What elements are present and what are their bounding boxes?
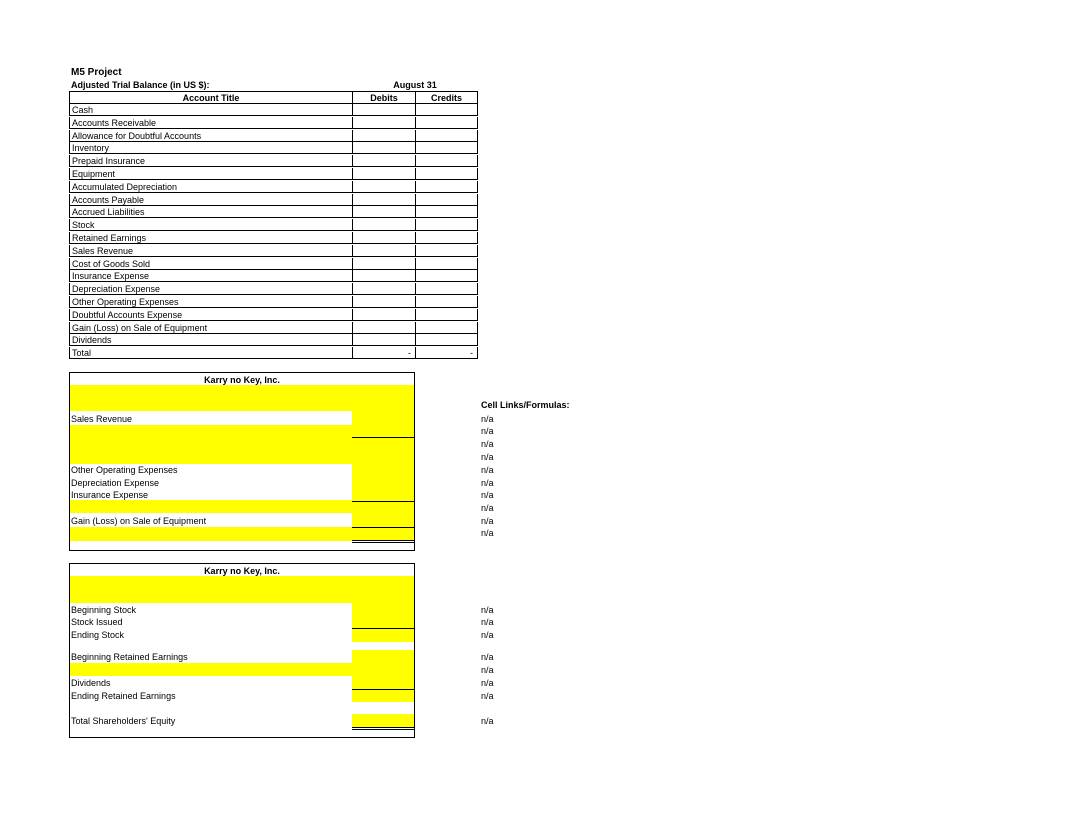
account-title-cell[interactable]: Depreciation Expense: [69, 283, 352, 295]
is-depreciation-label: Depreciation Expense: [71, 478, 160, 488]
project-title: M5 Project: [71, 67, 122, 78]
debit-cell[interactable]: [352, 258, 415, 270]
double-underline-bottom: [352, 542, 414, 543]
credit-cell[interactable]: [415, 334, 478, 346]
dividends-label: Dividends: [71, 678, 111, 688]
underline: [352, 628, 414, 629]
debit-cell[interactable]: [352, 334, 415, 346]
cell-link-value: n/a: [481, 528, 494, 538]
trial-balance-row: [69, 194, 478, 206]
debit-cell[interactable]: [352, 206, 415, 218]
account-title-cell[interactable]: Accounts Payable: [69, 194, 352, 206]
credit-cell[interactable]: [415, 142, 478, 154]
cell-link-value: n/a: [481, 490, 494, 500]
cell-link-value: n/a: [481, 665, 494, 675]
cell-link-value: n/a: [481, 630, 494, 640]
trial-balance-row: [69, 309, 478, 321]
credit-cell[interactable]: [415, 322, 478, 334]
account-title-cell[interactable]: Insurance Expense: [69, 270, 352, 282]
credit-cell[interactable]: [415, 104, 478, 116]
cell-link-value: n/a: [481, 605, 494, 615]
column-header-credits: Credits: [415, 91, 478, 104]
account-title-cell[interactable]: Other Operating Expenses: [69, 296, 352, 308]
credit-cell[interactable]: [415, 309, 478, 321]
credit-cell[interactable]: [415, 219, 478, 231]
trial-balance-row: [69, 232, 478, 244]
credit-cell[interactable]: [415, 245, 478, 257]
total-equity-label: Total Shareholders' Equity: [71, 716, 176, 726]
trial-balance-row: [69, 258, 478, 270]
column-header-account-title: Account Title: [69, 91, 352, 104]
beginning-stock-label: Beginning Stock: [71, 605, 137, 615]
credit-cell[interactable]: [415, 283, 478, 295]
debit-cell[interactable]: [352, 181, 415, 193]
account-title-cell[interactable]: Gain (Loss) on Sale of Equipment: [69, 322, 352, 334]
cell-link-value: n/a: [481, 478, 494, 488]
account-title-cell[interactable]: Doubtful Accounts Expense: [69, 309, 352, 321]
credit-cell[interactable]: [415, 206, 478, 218]
trial-balance-header-row: [69, 91, 478, 103]
debit-cell[interactable]: [352, 322, 415, 334]
trial-balance-row: [69, 334, 478, 346]
cell-links-heading: Cell Links/Formulas:: [481, 400, 570, 410]
expense-amount-cell[interactable]: [352, 464, 414, 514]
credit-cell[interactable]: [415, 181, 478, 193]
column-header-debits: Debits: [352, 91, 415, 104]
debit-cell[interactable]: [352, 155, 415, 167]
trial-balance-row: [69, 117, 478, 129]
ending-retained-earnings-label: Ending Retained Earnings: [71, 691, 176, 701]
cell-link-value: n/a: [481, 439, 494, 449]
retained-earnings-amount-cells[interactable]: [352, 650, 414, 702]
revenue-amount-cell[interactable]: [352, 411, 414, 465]
account-title-cell[interactable]: Cost of Goods Sold: [69, 258, 352, 270]
credit-cell[interactable]: [415, 117, 478, 129]
cell-link-value: n/a: [481, 652, 494, 662]
total-equity-amount-cell[interactable]: [352, 714, 414, 728]
is-other-operating-label: Other Operating Expenses: [71, 465, 178, 475]
credit-cell[interactable]: [415, 258, 478, 270]
credit-cell[interactable]: [415, 194, 478, 206]
operating-income-label-cell[interactable]: [70, 500, 352, 513]
cell-link-value: n/a: [481, 414, 494, 424]
cell-link-value: n/a: [481, 617, 494, 627]
cell-link-value: n/a: [481, 678, 494, 688]
equity-statement-company: Karry no Key, Inc.: [204, 566, 280, 576]
account-title-cell[interactable]: Stock: [69, 219, 352, 231]
account-title-cell[interactable]: Allowance for Doubtful Accounts: [69, 130, 352, 142]
trial-balance-row: [69, 155, 478, 167]
cell-link-value: n/a: [481, 503, 494, 513]
trial-balance-row: [69, 168, 478, 180]
debit-cell[interactable]: [352, 168, 415, 180]
account-title-cell[interactable]: Retained Earnings: [69, 232, 352, 244]
is-insurance-label: Insurance Expense: [71, 490, 149, 500]
cell-link-value: n/a: [481, 716, 494, 726]
trial-balance-row: [69, 322, 478, 334]
trial-balance-row: [69, 296, 478, 308]
beginning-retained-earnings-label: Beginning Retained Earnings: [71, 652, 188, 662]
cell-link-value: n/a: [481, 465, 494, 475]
debit-cell[interactable]: [352, 232, 415, 244]
credit-cell[interactable]: [415, 296, 478, 308]
debit-cell[interactable]: [352, 142, 415, 154]
trial-balance-row: [69, 104, 478, 116]
net-income-label-cell-equity[interactable]: [70, 663, 352, 676]
debit-cell[interactable]: [352, 194, 415, 206]
is-gain-loss-label: Gain (Loss) on Sale of Equipment: [71, 516, 207, 526]
debit-cell[interactable]: [352, 309, 415, 321]
credit-cell[interactable]: [415, 270, 478, 282]
cell-link-value: n/a: [481, 426, 494, 436]
cell-link-value: n/a: [481, 516, 494, 526]
total-debits[interactable]: -: [352, 347, 415, 359]
credit-cell[interactable]: [415, 232, 478, 244]
debit-cell[interactable]: [352, 117, 415, 129]
trial-balance-row: [69, 245, 478, 257]
trial-balance-row: [69, 270, 478, 282]
equity-statement-heading-cell[interactable]: [70, 576, 414, 603]
double-underline-bottom: [352, 729, 414, 730]
total-label: Total: [69, 347, 352, 359]
credit-cell[interactable]: [415, 130, 478, 142]
debit-cell[interactable]: [352, 130, 415, 142]
account-title-cell[interactable]: Prepaid Insurance: [69, 155, 352, 167]
account-title-cell[interactable]: Dividends: [69, 334, 352, 346]
account-title-cell[interactable]: Cash: [69, 104, 352, 116]
debit-cell[interactable]: [352, 283, 415, 295]
date-header: August 31: [393, 80, 437, 90]
debit-cell[interactable]: [352, 270, 415, 282]
credit-cell[interactable]: [415, 168, 478, 180]
gross-profit-label-cell[interactable]: [70, 425, 352, 464]
trial-balance-total-row: [69, 347, 478, 359]
ending-stock-label: Ending Stock: [71, 630, 125, 640]
underline: [352, 689, 414, 690]
credit-cell[interactable]: [415, 155, 478, 167]
double-underline-top: [352, 540, 414, 541]
stock-amount-cells[interactable]: [352, 603, 414, 642]
is-sales-revenue-label: Sales Revenue: [71, 414, 133, 424]
stock-issued-label: Stock Issued: [71, 617, 123, 627]
debit-cell[interactable]: [352, 104, 415, 116]
income-statement-heading-cell[interactable]: [70, 385, 414, 411]
underline: [352, 437, 414, 438]
trial-balance-row: [69, 283, 478, 295]
income-statement-company: Karry no Key, Inc.: [204, 375, 280, 385]
cell-link-value: n/a: [481, 452, 494, 462]
net-income-label-cell[interactable]: [70, 527, 352, 541]
underline: [352, 527, 414, 528]
trial-balance-row: [69, 206, 478, 218]
account-title-cell[interactable]: Accounts Receivable: [69, 117, 352, 129]
trial-balance-subtitle: Adjusted Trial Balance (in US $):: [71, 80, 210, 90]
trial-balance-row: [69, 142, 478, 154]
debit-cell[interactable]: [352, 219, 415, 231]
account-title-cell[interactable]: Accrued Liabilities: [69, 206, 352, 218]
cell-link-value: n/a: [481, 691, 494, 701]
account-title-cell[interactable]: Inventory: [69, 142, 352, 154]
total-credits[interactable]: -: [415, 347, 478, 359]
trial-balance-row: [69, 181, 478, 193]
account-title-cell[interactable]: Equipment: [69, 168, 352, 180]
trial-balance-row: [69, 219, 478, 231]
trial-balance-row: [69, 130, 478, 142]
double-underline-top: [352, 727, 414, 728]
account-title-cell[interactable]: Sales Revenue: [69, 245, 352, 257]
account-title-cell[interactable]: Accumulated Depreciation: [69, 181, 352, 193]
debit-cell[interactable]: [352, 296, 415, 308]
debit-cell[interactable]: [352, 245, 415, 257]
underline: [352, 501, 414, 502]
